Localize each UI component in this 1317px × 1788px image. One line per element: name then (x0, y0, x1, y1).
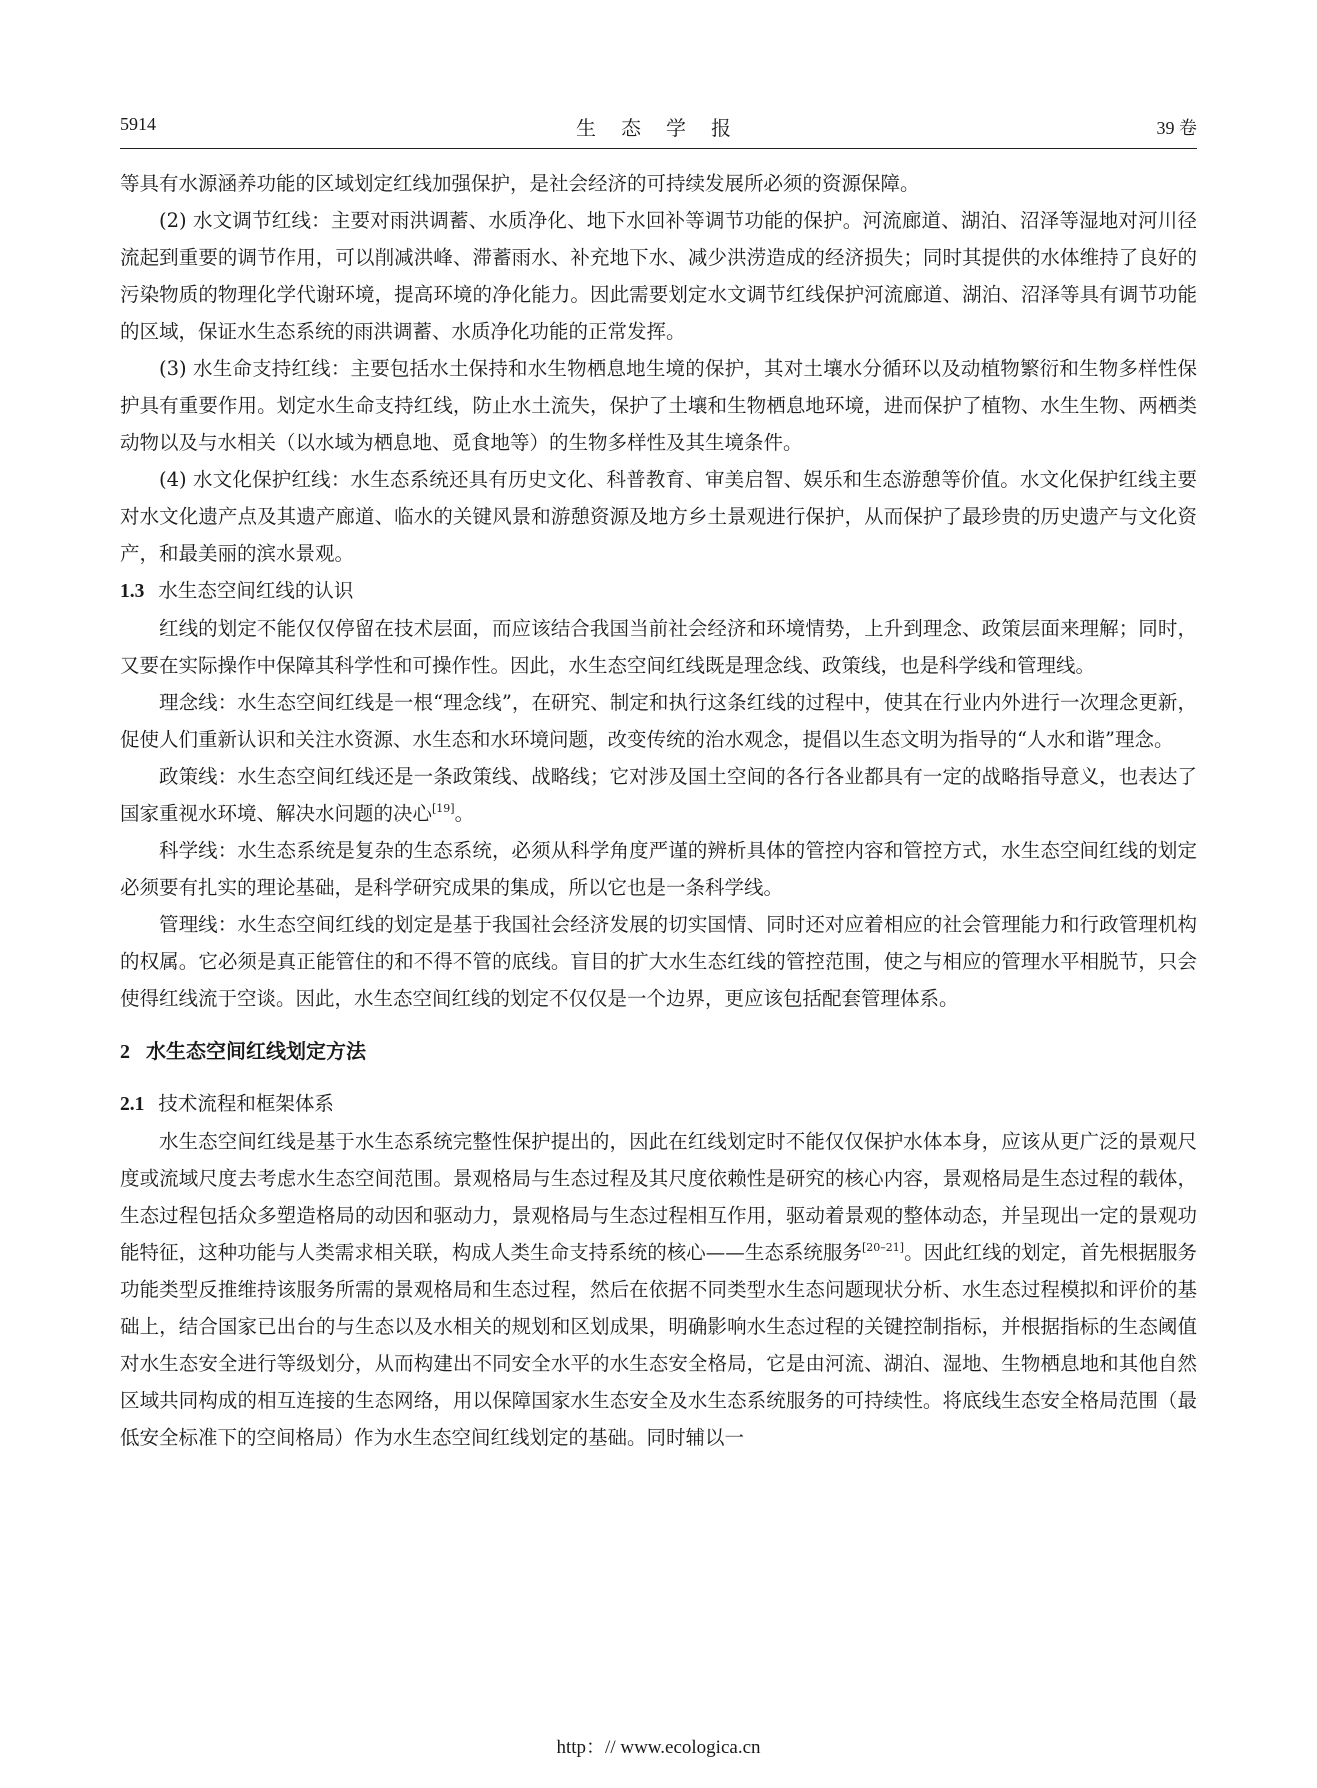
page-number: 5914 (120, 114, 156, 134)
section-title: 水生态空间红线划定方法 (146, 1039, 366, 1063)
paragraph: (3) 水生命支持红线：主要包括水土保持和水生物栖息地生境的保护，其对土壤水分循环以及动植物繁衍和生物多样性保护具有重要作用。划定水生命支持红线，防止水土流失，保护了土壤和生物栖息地环境，进而保护了植物、水生生物、两栖类动物以及与水相关（以水域为栖息地、觅食地等）的生物多样性及其生境条件。 (120, 357, 1197, 454)
section-heading-1-3 (120, 572, 1197, 610)
article-body (120, 165, 1197, 1456)
paragraph: 红线的划定不能仅仅停留在技术层面，而应该结合我国当前社会经济和环境情势，上升到理念、政策层面来理解；同时，又要在实际操作中保障其科学性和可操作性。因此，水生态空间红线既是理念线、政策线，也是科学线和管理线。 (120, 617, 1197, 677)
section-number: 1.3 (120, 581, 145, 602)
paragraph: (2) 水文调节红线：主要对雨洪调蓄、水质净化、地下水回补等调节功能的保护。河流廊道、湖泊、沼泽等湿地对河川径流起到重要的调节作用，可以削减洪峰、滞蓄雨水、补充地下水、减少洪涝造成的经济损失；同时其提供的水体维持了良好的污染物质的物理化学代谢环境，提高环境的净化能力。因此需要划定水文调节红线保护河流廊道、湖泊、沼泽等具有调节功能的区域，保证水生态系统的雨洪调蓄、水质净化功能的正常发挥。 (120, 209, 1197, 343)
paragraph-text: 政策线：水生态空间红线还是一条政策线、战略线；它对涉及国土空间的各行各业都具有一定的战略指导意义，也表达了国家重视水环境、解决水问题的决心 (120, 765, 1197, 825)
section-heading-2-1 (120, 1085, 1197, 1123)
paragraph-text: 。因此红线的划定，首先根据服务功能类型反推维持该服务所需的景观格局和生态过程，然后在依据不同类型水生态问题现状分析、水生态过程模拟和评价的基础上，结合国家已出台的与生态以及水相关的规划和区划成果，明确影响水生态过程的关键控制指标，并根据指标的生态阈值对水生态安全进行等级划分，从而构建出不同安全水平的水生态安全格局，它是由河流、湖泊、湿地、生物栖息地和其他自然区域共同构成的相互连接的生态网络，用以保障国家水生态安全及水生态系统服务的可持续性。将底线生态安全格局范围（最低安全标准下的空间格局）作为水生态空间红线划定的基础。同时辅以一 (120, 1241, 1197, 1449)
section-number: 2.1 (120, 1094, 145, 1115)
section-heading-2 (120, 1033, 1197, 1071)
section-title: 水生态空间红线的认识 (158, 579, 354, 602)
paragraph: 理念线：水生态空间红线是一根“理念线”，在研究、制定和执行这条红线的过程中，使其在行业内外进行一次理念更新，促使人们重新认识和关注水资源、水生态和水环境问题，改变传统的治水观念，提倡以生态文明为指导的“人水和谐”理念。 (120, 691, 1197, 751)
paragraph: 科学线：水生态系统是复杂的生态系统，必须从科学角度严谨的辨析具体的管控内容和管控方式，水生态空间红线的划定必须要有扎实的理论基础，是科学研究成果的集成，所以它也是一条科学线。 (120, 839, 1197, 899)
citation-ref: [19] (432, 802, 455, 815)
paragraph: 等具有水源涵养功能的区域划定红线加强保护，是社会经济的可持续发展所必须的资源保障。 (120, 172, 920, 195)
journal-title: 生 态 学 报 (576, 118, 741, 140)
footer-url: http：// www.ecologica.cn (556, 1737, 761, 1758)
paragraph-text: 。 (454, 802, 475, 825)
volume-label: 39 卷 (1156, 118, 1197, 138)
paragraph: (4) 水文化保护红线：水生态系统还具有历史文化、科普教育、审美启智、娱乐和生态游憩等价值。水文化保护红线主要对水文化遗产点及其遗产廊道、临水的关键风景和游憩资源及地方乡土景观进行保护，从而保护了最珍贵的历史遗产与文化资产，和最美丽的滨水景观。 (120, 468, 1197, 565)
citation-ref: [20–21] (862, 1241, 905, 1254)
paragraph (120, 758, 1197, 832)
section-number: 2 (120, 1041, 130, 1063)
page-header (120, 108, 1197, 149)
paragraph (120, 1123, 1197, 1456)
section-title: 技术流程和框架体系 (158, 1092, 334, 1115)
paragraph-text: 水生态空间红线是基于水生态系统完整性保护提出的，因此在红线划定时不能仅仅保护水体本身，应该从更广泛的景观尺度或流域尺度去考虑水生态空间范围。景观格局与生态过程及其尺度依赖性是研究的核心内容，景观格局是生态过程的载体，生态过程包括众多塑造格局的动因和驱动力，景观格局与生态过程相互作用，驱动着景观的整体动态，并呈现出一定的景观功能特征，这种功能与人类需求相关联，构成人类生命支持系统的核心——生态系统服务 (120, 1130, 1197, 1264)
paragraph: 管理线：水生态空间红线的划定是基于我国社会经济发展的切实国情、同时还对应着相应的社会管理能力和行政管理机构的权属。它必须是真正能管住的和不得不管的底线。盲目的扩大水生态红线的管控范围，使之与相应的管理水平相脱节，只会使得红线流于空谈。因此，水生态空间红线的划定不仅仅是一个边界，更应该包括配套管理体系。 (120, 913, 1197, 1010)
